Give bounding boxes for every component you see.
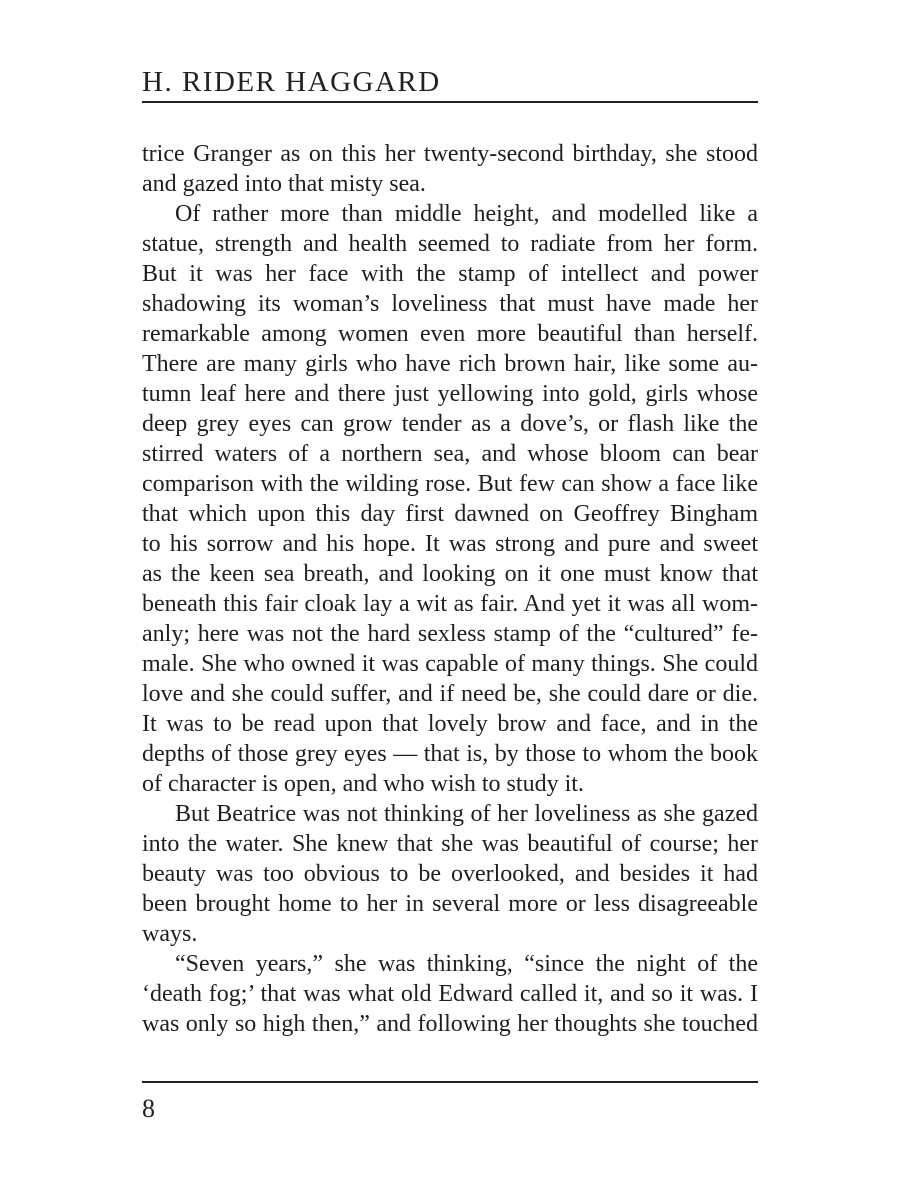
running-head: H. RIDER HAGGARD xyxy=(142,66,441,98)
text-line: stirred waters of a northern sea, and whose bloom can bear xyxy=(142,441,758,467)
text-line: But Beatrice was not thinking of her loveliness as she gazed xyxy=(175,801,758,827)
text-line: depths of those grey eyes — that is, by those to whom the book xyxy=(142,741,758,767)
text-line: and gazed into that misty sea. xyxy=(142,171,426,197)
text-line: love and she could suffer, and if need be, she could dare or die. xyxy=(142,681,758,707)
text-line: “Seven years,” she was thinking, “since the night of the xyxy=(175,951,758,977)
text-line: ways. xyxy=(142,921,198,947)
text-line: But it was her face with the stamp of intellect and power xyxy=(142,261,758,287)
text-line: shadowing its woman’s loveliness that must have made her xyxy=(142,291,758,317)
text-line: It was to be read upon that lovely brow and face, and in the xyxy=(142,711,758,737)
text-line: that which upon this day first dawned on Geoffrey Bingham xyxy=(142,501,758,527)
text-line: Of rather more than middle height, and modelled like a xyxy=(175,201,758,227)
text-line: There are many girls who have rich brown hair, like some au- xyxy=(142,351,758,377)
text-line: deep grey eyes can grow tender as a dove’s, or flash like the xyxy=(142,411,758,437)
footer-rule xyxy=(142,1081,758,1083)
text-line: beneath this fair cloak lay a wit as fair. And yet it was all wom- xyxy=(142,591,758,617)
text-line: to his sorrow and his hope. It was strong and pure and sweet xyxy=(142,531,758,557)
page-number: 8 xyxy=(142,1094,155,1123)
text-line: comparison with the wilding rose. But few can show a face like xyxy=(142,471,758,497)
text-line: ‘death fog;’ that was what old Edward called it, and so it was. I xyxy=(142,981,758,1007)
text-line: tumn leaf here and there just yellowing into gold, girls whose xyxy=(142,381,758,407)
header-rule xyxy=(142,101,758,103)
text-line: into the water. She knew that she was beautiful of course; her xyxy=(142,831,758,857)
text-line: remarkable among women even more beautiful than herself. xyxy=(142,321,758,347)
text-line: beauty was too obvious to be overlooked, and besides it had xyxy=(142,861,758,887)
text-line: statue, strength and health seemed to radiate from her form. xyxy=(142,231,758,257)
text-line: of character is open, and who wish to study it. xyxy=(142,771,584,797)
text-line: as the keen sea breath, and looking on it one must know that xyxy=(142,561,758,587)
text-line: anly; here was not the hard sexless stamp of the “cultured” fe- xyxy=(142,621,758,647)
body-text xyxy=(142,139,758,1039)
text-line: male. She who owned it was capable of many things. She could xyxy=(142,651,758,677)
text-line: been brought home to her in several more or less disagreeable xyxy=(142,891,758,917)
text-line: was only so high then,” and following her thoughts she touched xyxy=(142,1011,758,1037)
text-line: trice Granger as on this her twenty-second birthday, she stood xyxy=(142,141,758,167)
